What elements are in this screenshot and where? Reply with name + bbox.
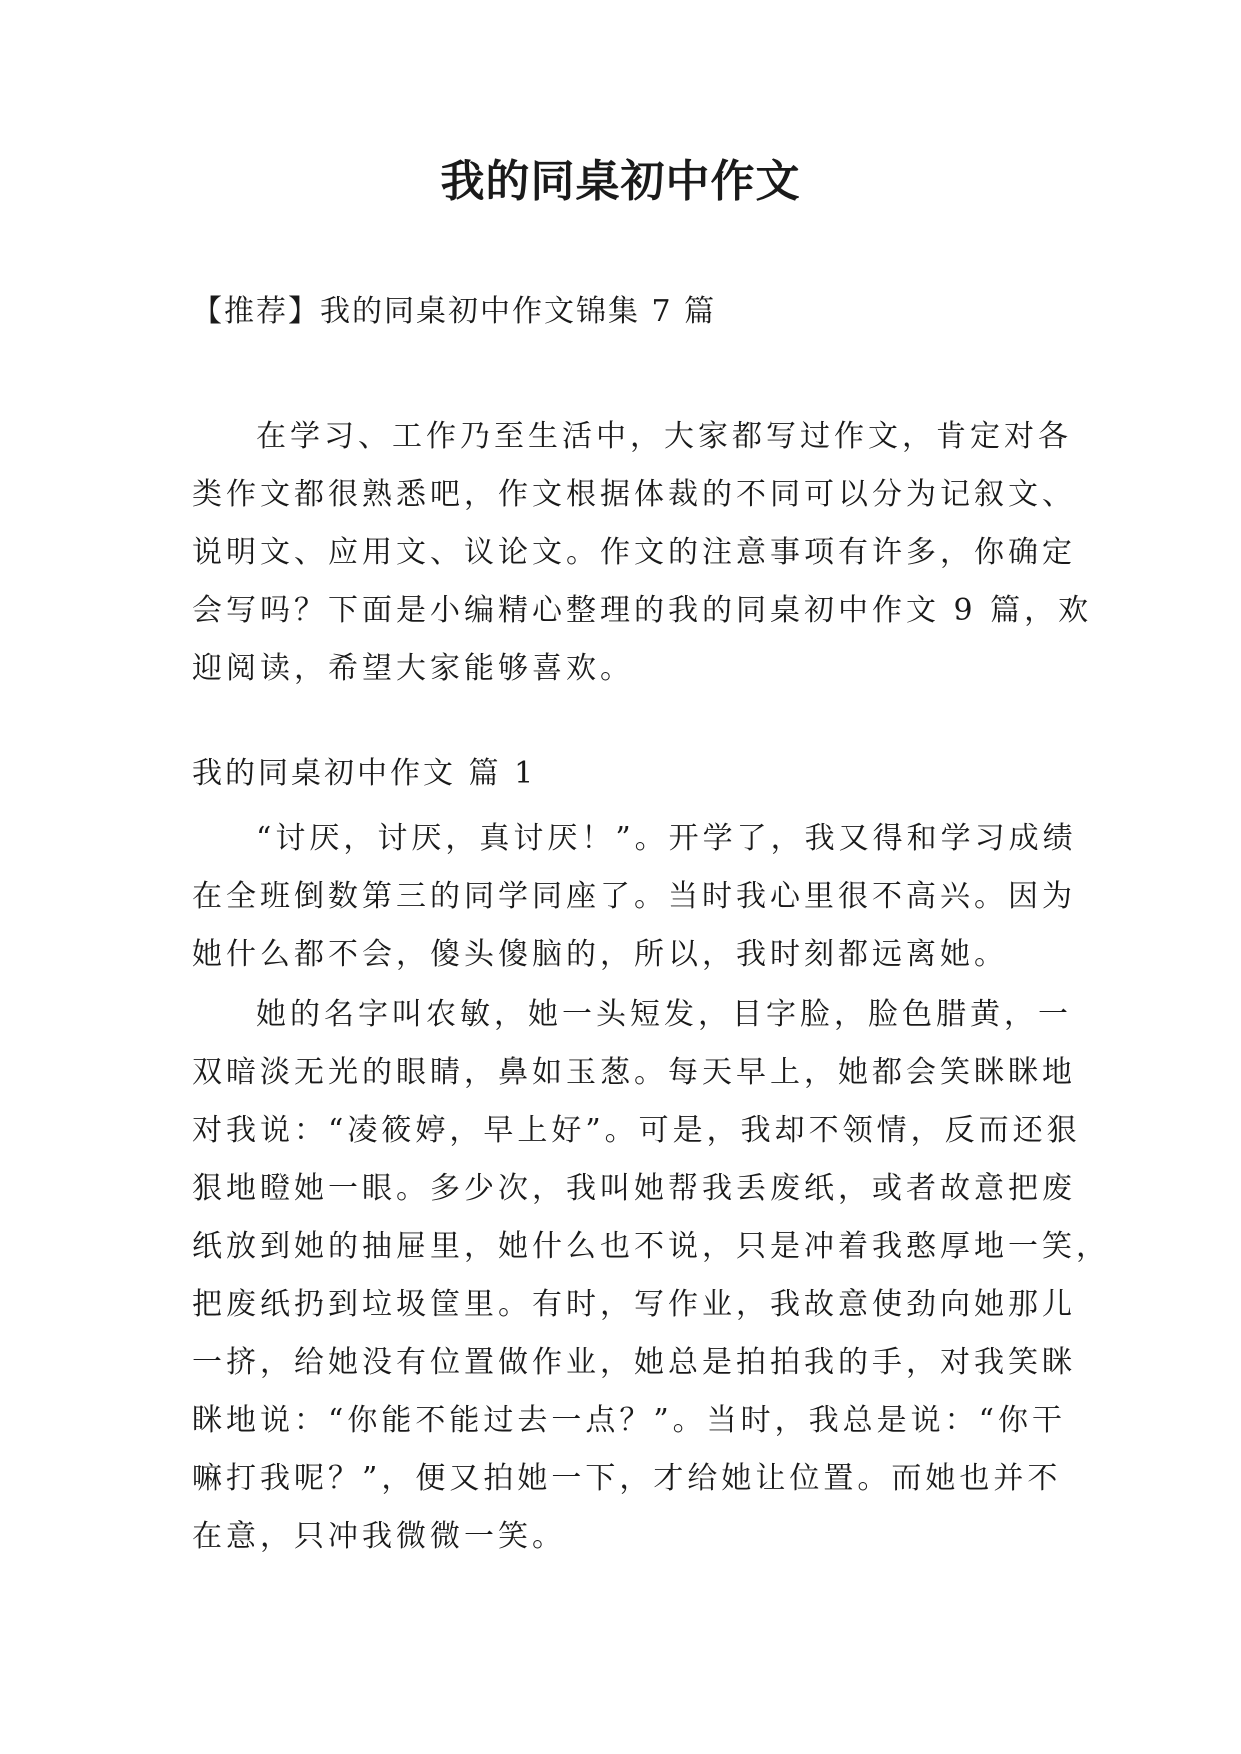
document-subtitle: 【推荐】我的同桌初中作文锦集 7 篇 [192,294,717,329]
text-line: 她的名字叫农敏，她一头短发，目字脸，脸色腊黄，一 [256,997,1072,1032]
text-line: 说明文、应用文、议论文。作文的注意事项有许多，你确定 [192,535,1076,570]
body-paragraph-2 [192,986,1110,1566]
body-paragraph-1 [192,810,1077,984]
page-title: 我的同桌初中作文 [440,156,801,207]
text-line: 纸放到她的抽屉里，她什么也不说，只是冲着我憨厚地一笑， [192,1229,1110,1264]
text-line: 一挤，给她没有位置做作业，她总是拍拍我的手，对我笑眯 [192,1345,1076,1380]
text-line: 双暗淡无光的眼睛，鼻如玉葱。每天早上，她都会笑眯眯地 [192,1055,1076,1090]
text-line: 类作文都很熟悉吧，作文根据体裁的不同可以分为记叙文、 [192,477,1076,512]
text-line: 在意，只冲我微微一笑。 [192,1519,566,1554]
intro-paragraph [192,408,1093,698]
text-line: 会写吗？下面是小编精心整理的我的同桌初中作文 9 篇，欢 [192,593,1093,628]
text-line: 在全班倒数第三的同学同座了。当时我心里很不高兴。因为 [192,879,1076,914]
text-line: 迎阅读，希望大家能够喜欢。 [192,651,634,686]
text-line: 把废纸扔到垃圾筐里。有时，写作业，我故意使劲向她那儿 [192,1287,1076,1322]
text-line: 眯地说：“你能不能过去一点？”。当时，我总是说：“你干 [192,1403,1067,1438]
text-line: 她什么都不会，傻头傻脑的，所以，我时刻都远离她。 [192,937,1008,972]
text-line: 对我说：“凌筱婷，早上好”。可是，我却不领情，反而还狠 [192,1113,1081,1148]
section-heading: 我的同桌初中作文 篇 1 [192,756,537,791]
text-line: 嘛打我呢？”，便又拍她一下，才给她让位置。而她也并不 [192,1461,1062,1496]
text-line: 狠地瞪她一眼。多少次，我叫她帮我丢废纸，或者故意把废 [192,1171,1076,1206]
text-line: “讨厌，讨厌，真讨厌！”。开学了，我又得和学习成绩 [256,821,1077,856]
text-line: 在学习、工作乃至生活中，大家都写过作文，肯定对各 [256,419,1072,454]
